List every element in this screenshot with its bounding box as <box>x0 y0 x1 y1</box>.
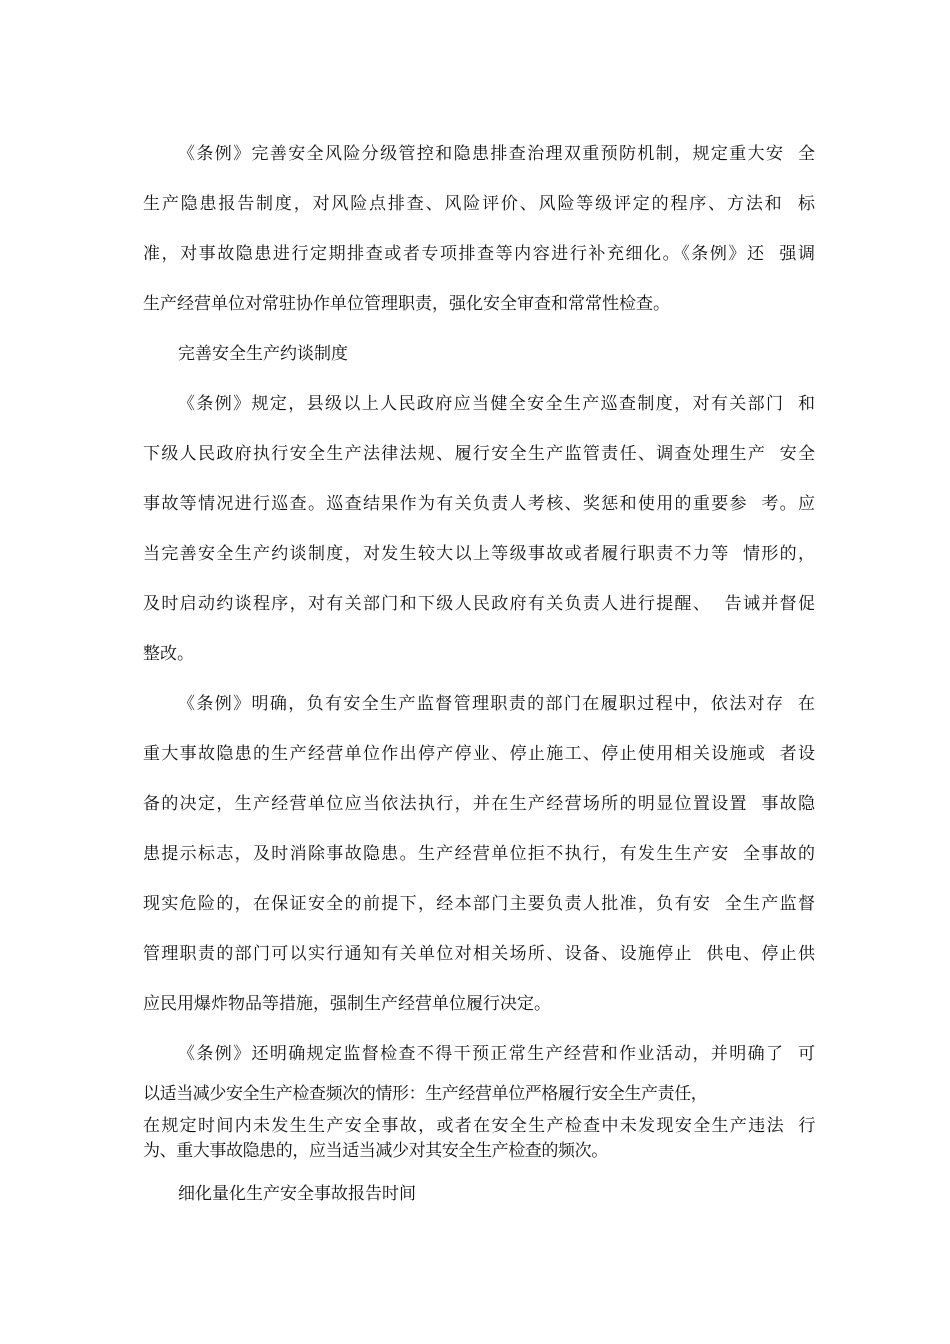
paragraph-2-line-4: 当完善安全生产约谈制度，对发生较大以上等级事故或者履行职责不力等 情形的， <box>143 544 815 564</box>
paragraph-4-line-2: 以适当减少安全生产检查频次的情形：生产经营单位严格履行安全生产责任， <box>143 1084 708 1104</box>
paragraph-3-line-2: 重大事故隐患的生产经营单位作出停产停业、停止施工、停止使用相关设施或 者设 <box>143 744 815 764</box>
section-heading: 细化量化生产安全事故报告时间 <box>178 1184 416 1204</box>
paragraph-3-line-1: 《条例》明确，负有安全生产监督管理职责的部门在履职过程中，依法对存 在 <box>178 694 815 714</box>
paragraph-2-line-6: 整改。 <box>143 644 194 664</box>
paragraph-3-line-5: 现实危险的，在保证安全的前提下，经本部门主要负责人批准，负有安 全生产监督 <box>143 894 815 914</box>
paragraph-2-line-1: 《条例》规定，县级以上人民政府应当健全安全生产巡查制度，对有关部门 和 <box>178 394 815 414</box>
paragraph-1-line-1: 《条例》完善安全风险分级管控和隐患排查治理双重预防机制，规定重大安 全 <box>178 144 815 164</box>
paragraph-1-line-3: 准，对事故隐患进行定期排查或者专项排查等内容进行补充细化。《条例》还 强调 <box>143 244 815 264</box>
paragraph-2-line-5: 及时启动约谈程序，对有关部门和下级人民政府有关负责人进行提醒、 告诫并督促 <box>143 594 815 614</box>
paragraph-4-line-4: 为、重大事故隐患的，应当适当减少对其安全生产检查的频次。 <box>143 1141 608 1161</box>
paragraph-3-line-6: 管理职责的部门可以实行通知有关单位对相关场所、设备、设施停止 供电、停止供 <box>143 944 815 964</box>
paragraph-3-line-7: 应民用爆炸物品等措施，强制生产经营单位履行决定。 <box>143 994 551 1014</box>
paragraph-1-line-4: 生产经营单位对常驻协作单位管理职责，强化安全审查和常常性检查。 <box>143 294 670 314</box>
paragraph-3-line-3: 备的决定，生产经营单位应当依法执行，并在生产经营场所的明显位置设置 事故隐 <box>143 794 815 814</box>
section-heading: 完善安全生产约谈制度 <box>178 344 348 364</box>
paragraph-2-line-2: 下级人民政府执行安全生产法律法规、履行安全生产监管责任、调查处理生产 安全 <box>143 444 815 464</box>
paragraph-2-line-3: 事故等情况进行巡查。巡查结果作为有关负责人考核、奖惩和使用的重要参 考。应 <box>143 494 815 514</box>
paragraph-1-line-2: 生产隐患报告制度，对风险点排查、风险评价、风险等级评定的程序、方法和 标 <box>143 194 815 214</box>
paragraph-4-line-3: 在规定时间内未发生生产安全事故，或者在安全生产检查中未发现安全生产违法 行 <box>143 1116 815 1136</box>
paragraph-4-line-1: 《条例》还明确规定监督检查不得干预正常生产经营和作业活动，并明确了 可 <box>178 1044 815 1064</box>
paragraph-3-line-4: 患提示标志，及时消除事故隐患。生产经营单位拒不执行，有发生生产安 全事故的 <box>143 844 815 864</box>
